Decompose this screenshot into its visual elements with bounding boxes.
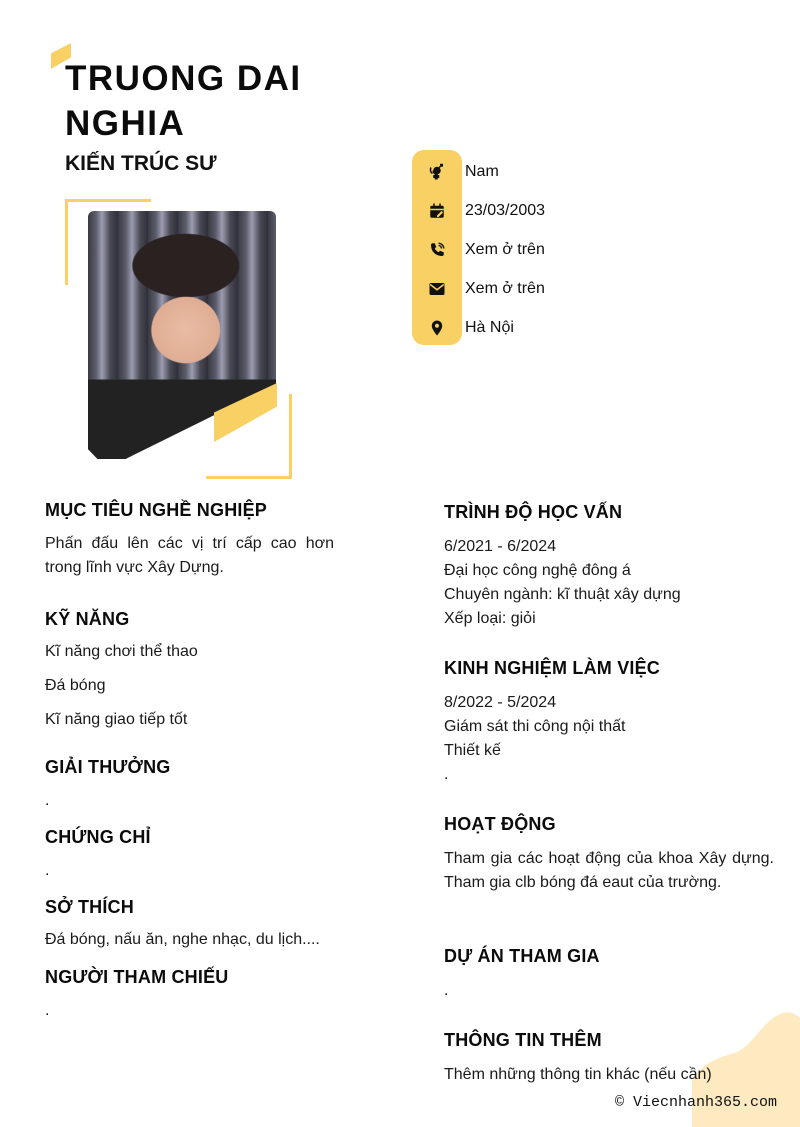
projects-text: . <box>444 982 449 999</box>
email-icon <box>412 280 462 298</box>
more-info-text: Thêm những thông tin khác (nếu cần) <box>444 1066 712 1083</box>
section-title-objective: MỤC TIÊU NGHỀ NGHIỆP <box>45 500 268 520</box>
awards-text: . <box>45 792 50 809</box>
contact-birthday <box>412 191 712 230</box>
section-title-hobbies: SỞ THÍCH <box>45 897 134 917</box>
photo-frame-top <box>65 199 151 202</box>
footer-copyright: © Viecnhanh365.com <box>615 1094 778 1111</box>
education-line: Xếp loại: giỏi <box>444 610 536 627</box>
contact-email-value: Xem ở trên <box>465 279 545 297</box>
education-line: 6/2021 - 6/2024 <box>444 538 557 555</box>
photo-frame-left <box>65 199 68 285</box>
section-title-activities: HOẠT ĐỘNG <box>444 814 556 834</box>
section-title-skills: KỸ NĂNG <box>45 609 130 629</box>
photo-frame-bottom <box>206 476 292 479</box>
contact-gender-value: Nam <box>465 162 499 180</box>
section-title-experience: KINH NGHIỆM LÀM VIỆC <box>444 658 661 678</box>
photo-frame-right <box>289 394 292 479</box>
section-title-education: TRÌNH ĐỘ HỌC VẤN <box>444 502 623 522</box>
contact-phone <box>412 230 712 269</box>
hobbies-text: Đá bóng, nấu ăn, nghe nhạc, du lịch.... <box>45 931 320 948</box>
contact-birthday-value: 23/03/2003 <box>465 201 546 219</box>
section-title-more-info: THÔNG TIN THÊM <box>444 1030 602 1050</box>
skill-item: Kĩ năng chơi thể thao <box>45 643 198 660</box>
certificates-text: . <box>45 862 50 879</box>
experience-line: . <box>444 766 449 783</box>
objective-text: Phấn đấu lên các vị trí cấp cao hơn trong lĩnh vực Xây Dựng. <box>45 535 334 576</box>
contact-location-value: Hà Nội <box>465 318 514 336</box>
gender-icon <box>412 163 462 181</box>
section-title-certificates: CHỨNG CHỈ <box>45 827 151 847</box>
section-title-awards: GIẢI THƯỞNG <box>45 757 171 777</box>
section-title-projects: DỰ ÁN THAM GIA <box>444 946 600 966</box>
contact-phone-value: Xem ở trên <box>465 240 545 258</box>
references-text: . <box>45 1002 50 1019</box>
skill-item: Đá bóng <box>45 677 106 694</box>
activities-text: Tham gia các hoạt động của khoa Xây dựng. Tham gia clb bóng đá eaut của trường. <box>444 850 774 891</box>
phone-icon <box>412 241 462 259</box>
contact-email <box>412 269 712 308</box>
education-line: Đại học công nghệ đông á <box>444 562 631 579</box>
location-icon <box>412 319 462 337</box>
section-title-references: NGƯỜI THAM CHIẾU <box>45 967 229 987</box>
experience-line: 8/2022 - 5/2024 <box>444 694 557 711</box>
experience-line: Giám sát thi công nội thất <box>444 718 626 735</box>
job-title: KIẾN TRÚC SƯ <box>65 152 217 175</box>
calendar-icon <box>412 202 462 220</box>
contact-gender <box>412 152 712 191</box>
experience-line: Thiết kế <box>444 742 501 759</box>
contact-location <box>412 308 712 347</box>
candidate-name: TRUONG DAI NGHIA <box>65 59 302 143</box>
education-line: Chuyên ngành: kĩ thuật xây dựng <box>444 586 681 603</box>
skill-item: Kĩ năng giao tiếp tốt <box>45 711 188 728</box>
